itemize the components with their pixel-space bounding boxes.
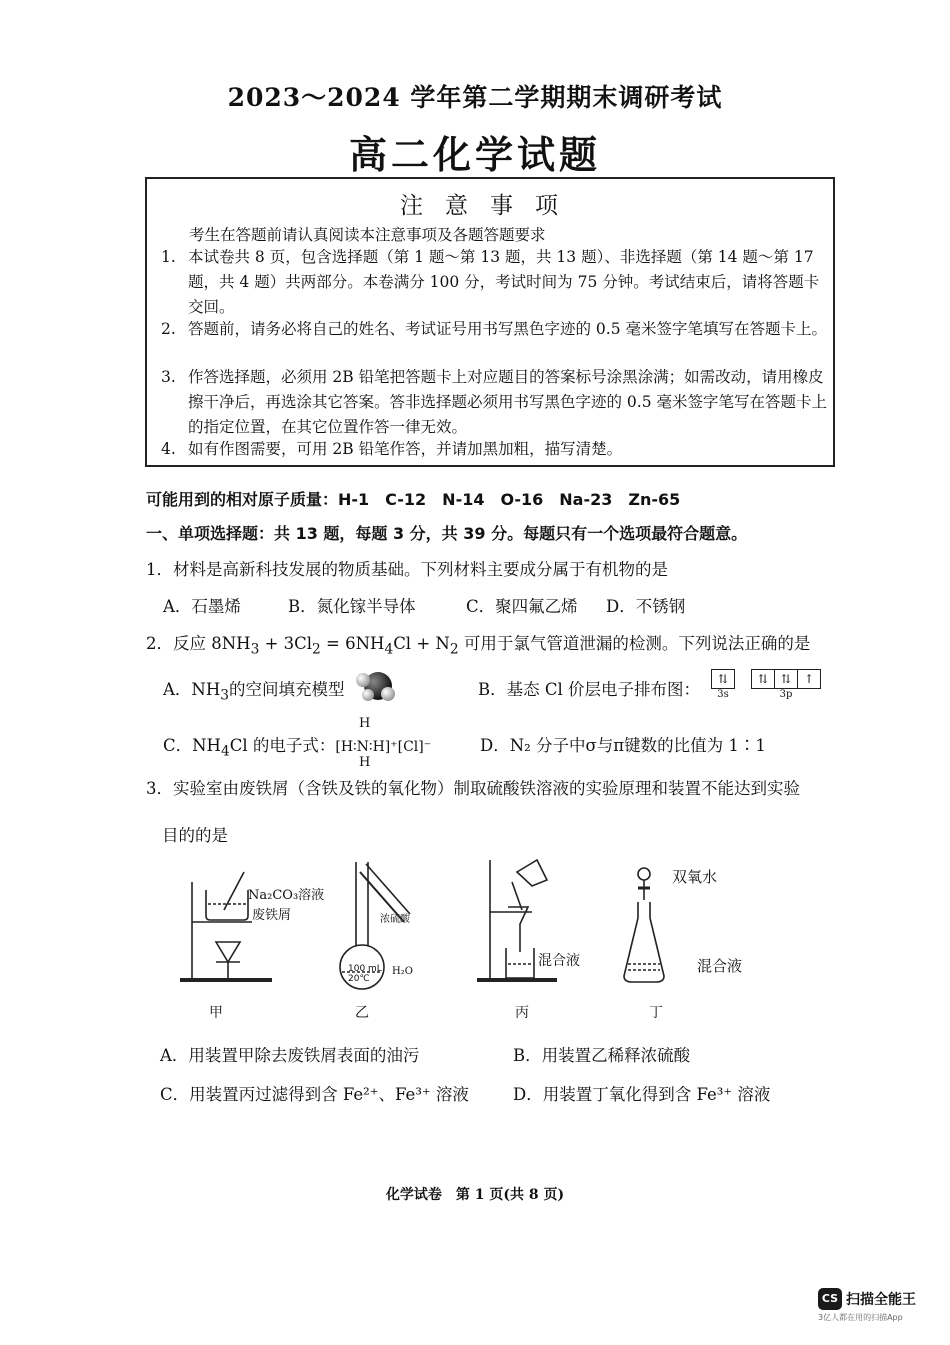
scanner-watermark bbox=[818, 1288, 938, 1323]
notice-item-number: 1. bbox=[161, 248, 176, 266]
figure-label-concentrated-acid: 浓硫酸 bbox=[380, 914, 410, 925]
question-2-option-a bbox=[163, 676, 345, 703]
orbital-diagram-3p bbox=[751, 669, 821, 700]
notice-item-number: 4. bbox=[161, 440, 176, 458]
nh3-space-filling-model-icon bbox=[352, 668, 398, 704]
q2-stem-part: = 6NH bbox=[320, 634, 385, 653]
notice-box bbox=[145, 177, 835, 467]
subject-title: 高二化学试题 bbox=[348, 132, 601, 177]
subscript: 4 bbox=[220, 743, 230, 760]
question-2-stem bbox=[146, 630, 810, 657]
figure-caption-bing: 丙 bbox=[515, 1005, 529, 1021]
notice-item-3 bbox=[161, 365, 829, 440]
question-3-option-c: C．用装置丙过滤得到含 Fe²⁺、Fe³⁺ 溶液 bbox=[160, 1085, 469, 1104]
figure-label-mixed-liquid-d: 混合液 bbox=[697, 957, 743, 975]
question-3-option-b: B．用装置乙稀释浓硫酸 bbox=[513, 1046, 691, 1065]
question-1-option-b: B．氮化镓半导体 bbox=[288, 597, 416, 616]
scanner-tagline: 3亿人都在用的扫描App bbox=[818, 1313, 903, 1322]
option-text: A．NH bbox=[163, 680, 221, 699]
notice-item-number: 2. bbox=[161, 320, 176, 338]
notice-item-text: 如有作图需要，可用 2B 铅笔作答，并请加黑加粗，描写清楚。 bbox=[188, 440, 623, 458]
question-2-option-c bbox=[163, 732, 431, 759]
scanner-logo-icon: CS bbox=[818, 1288, 842, 1310]
electron-formula-top-h: H bbox=[359, 716, 371, 731]
orbital-cell: ↑ bbox=[803, 672, 815, 686]
figure-label-mixed-liquid-c: 混合液 bbox=[538, 953, 580, 969]
orbital-cell: ⇅ bbox=[717, 672, 729, 686]
orbital-label: 3p bbox=[779, 689, 793, 700]
orbital-diagram-3s bbox=[711, 669, 735, 700]
notice-item-number: 3. bbox=[161, 368, 176, 386]
apparatus-figures bbox=[172, 852, 852, 1000]
q2-stem-part: 2．反应 8NH bbox=[146, 634, 251, 653]
exam-title: 2023～2024 学年第二学期期末调研考试 bbox=[227, 83, 723, 112]
q2-stem-part: + 3Cl bbox=[259, 634, 313, 653]
subscript: 3 bbox=[220, 687, 229, 704]
notice-title: 注意事项 bbox=[400, 193, 580, 219]
notice-item-text: 作答选择题，必须用 2B 铅笔把答题卡上对应题目的答案标号涂黑涂满；如需改动，请用橡皮擦干净后，再选涂其它答案。答非选择题必须用书写黑色字迹的 0.5 毫米签字笔写在答题卡上的指定位置，在其它位置作答一律无效。 bbox=[188, 368, 828, 436]
orbital-cell: ⇅ bbox=[752, 670, 775, 688]
figure-caption-yi: 乙 bbox=[355, 1005, 369, 1021]
question-2-option-b: B．基态 Cl 价层电子排布图： bbox=[478, 680, 701, 699]
figure-label-flask: 100 mL 20℃ bbox=[348, 964, 382, 984]
subscript: 4 bbox=[384, 641, 394, 658]
notice-item-1 bbox=[161, 245, 829, 320]
figure-label-iron-scrap: 废铁屑 bbox=[252, 908, 292, 923]
question-3-stem-line1: 3．实验室由废铁屑（含铁及铁的氧化物）制取硫酸铁溶液的实验原理和装置不能达到实验 bbox=[146, 779, 800, 798]
section-heading: 一、单项选择题：共 13 题，每题 3 分，共 39 分。每题只有一个选项最符合题意。 bbox=[146, 524, 748, 543]
subscript: 3 bbox=[250, 641, 260, 658]
electron-formula-bottom-h: H bbox=[359, 755, 371, 770]
notice-intro: 考生在答题前请认真阅读本注意事项及各题答题要求 bbox=[189, 226, 546, 244]
figure-caption-jia: 甲 bbox=[209, 1005, 223, 1021]
subscript: 2 bbox=[312, 641, 321, 658]
notice-item-text: 本试卷共 8 页，包含选择题（第 1 题～第 13 题，共 13 题）、非选择题（第 14 题～第 17 题，共 4 题）共两部分。本卷满分 100 分，考试时间为 75 分钟。考试结束后，请将答题卡交回。 bbox=[188, 248, 820, 316]
figure-label-water: H₂O bbox=[392, 966, 413, 977]
question-1-option-d: D．不锈钢 bbox=[606, 597, 686, 616]
question-1-option-c: C．聚四氟乙烯 bbox=[466, 597, 578, 616]
question-1-stem: 1．材料是高新科技发展的物质基础。下列材料主要成分属于有机物的是 bbox=[146, 560, 668, 579]
q2-stem-part: Cl + N bbox=[393, 634, 450, 653]
subscript: 2 bbox=[449, 641, 459, 658]
question-3-option-a: A．用装置甲除去废铁屑表面的油污 bbox=[160, 1046, 420, 1065]
orbital-cell: ⇅ bbox=[775, 670, 798, 688]
option-text: 的空间填充模型 bbox=[229, 680, 345, 699]
figure-label-hydrogen-peroxide: 双氧水 bbox=[672, 868, 718, 886]
option-text: C．NH bbox=[163, 736, 221, 755]
option-text: Cl 的电子式： bbox=[229, 736, 336, 755]
q2-stem-part: 可用于氯气管道泄漏的检测。下列说法正确的是 bbox=[458, 634, 811, 653]
orbital-label: 3s bbox=[717, 689, 729, 700]
notice-item-4 bbox=[161, 437, 829, 462]
question-2-option-d: D．N₂ 分子中σ与π键数的比值为 1∶1 bbox=[480, 736, 766, 755]
notice-item-2 bbox=[161, 317, 829, 342]
figure-label-na2co3: Na₂CO₃溶液 bbox=[248, 888, 325, 903]
notice-item-text: 答题前，请务必将自己的姓名、考试证号用书写黑色字迹的 0.5 毫米签字笔填写在答题卡上。 bbox=[188, 320, 828, 338]
question-3-option-d: D．用装置丁氧化得到含 Fe³⁺ 溶液 bbox=[513, 1085, 771, 1104]
question-1-option-a: A．石墨烯 bbox=[163, 597, 241, 616]
electron-formula: [H∶N∶H]⁺[Cl]⁻ bbox=[335, 739, 432, 755]
scanner-app-name: 扫描全能王 bbox=[846, 1292, 916, 1308]
question-3-stem-line2: 目的的是 bbox=[162, 826, 228, 845]
page-footer: 化学试卷 第 1 页(共 8 页) bbox=[385, 1187, 565, 1203]
figure-caption-ding: 丁 bbox=[649, 1005, 663, 1021]
atomic-masses: 可能用到的相对原子质量：H-1 C-12 N-14 O-16 Na-23 Zn-65 bbox=[146, 490, 681, 509]
